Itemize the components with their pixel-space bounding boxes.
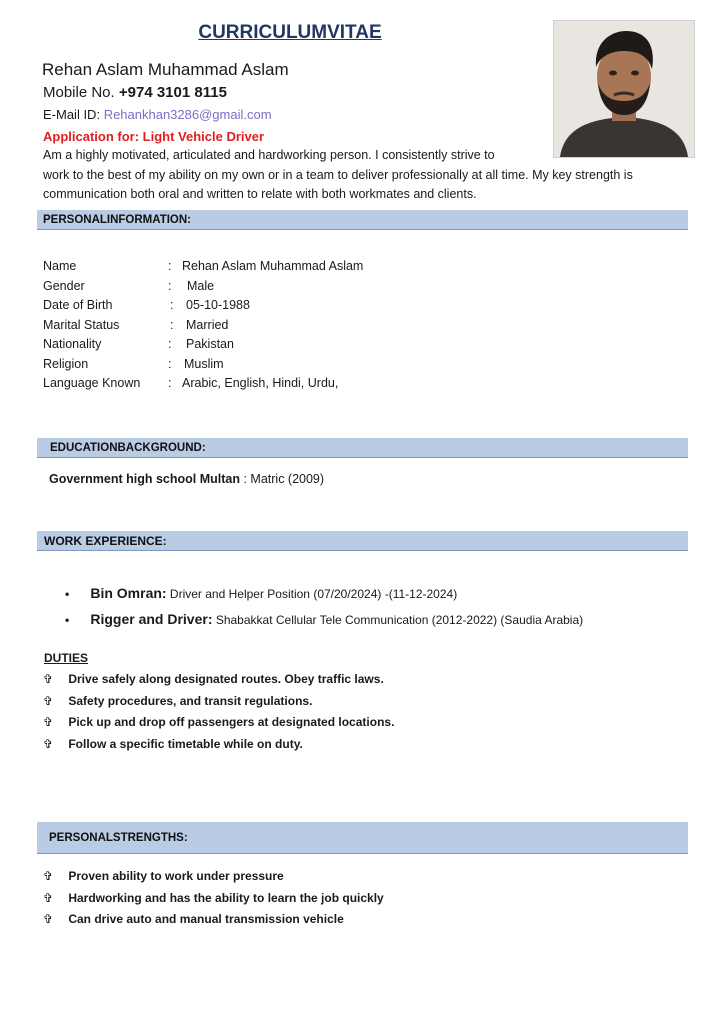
experience-item [65, 583, 583, 609]
application-title: Application for: Light Vehicle Driver [43, 129, 265, 144]
document-title: CURRICULUMVITAE [198, 22, 382, 43]
info-value: Rehan Aslam Muhammad Aslam [182, 259, 364, 273]
section-header-strengths [37, 822, 688, 854]
cross-bullet-icon: ✞ [43, 693, 54, 708]
duty-item [43, 669, 394, 691]
info-value: Male [187, 278, 215, 293]
info-colon: : [168, 337, 172, 351]
school-name: Government high school Multan [49, 472, 240, 486]
strength-text: Proven ability to work under pressure [68, 869, 284, 883]
strength-item [43, 909, 384, 931]
info-row-name [43, 257, 363, 277]
experience-item [65, 609, 583, 635]
info-row-dob [43, 296, 363, 316]
info-value: 05-10-1988 [186, 298, 250, 312]
cross-bullet-icon: ✞ [43, 890, 54, 905]
info-colon: : [168, 259, 172, 273]
info-label: Nationality [43, 337, 102, 351]
info-colon: : [170, 317, 174, 332]
email-link[interactable]: Rehankhan3286@gmail.com [103, 107, 272, 122]
strength-text: Hardworking and has the ability to learn the job quickly [68, 890, 384, 905]
info-label: Language Known [43, 376, 141, 390]
info-label: Religion [43, 356, 89, 371]
section-title: PERSONALINFORMATION: [43, 214, 192, 226]
cross-bullet-icon: ✞ [43, 869, 54, 883]
bullet-icon: • [65, 587, 70, 601]
info-colon: : [168, 278, 172, 293]
profile-summary [43, 146, 693, 205]
summary-line: Am a highly motivated, articulated and hardworking person. I consistently strive to [43, 148, 495, 162]
duty-text: Pick up and drop off passengers at designated locations. [68, 715, 395, 729]
mobile-label: Mobile No. [43, 84, 115, 101]
mobile-number: +974 3101 8115 [118, 84, 227, 101]
company-name: Bin Omran: [90, 585, 167, 601]
strengths-list [43, 866, 384, 931]
mobile-line [43, 84, 227, 101]
duty-text: Follow a specific timetable while on duty. [68, 736, 303, 751]
personal-info-table [43, 257, 363, 394]
duties-heading: DUTIES [44, 651, 89, 665]
candidate-name: Rehan Aslam Muhammad Aslam [42, 60, 289, 79]
info-row-nationality [43, 335, 363, 355]
person-photo-icon [554, 21, 694, 157]
duty-text: Drive safely along designated routes. Obey traffic laws. [68, 672, 384, 686]
info-label: Date of Birth [43, 298, 113, 312]
info-row-religion [43, 355, 363, 375]
summary-line: work to the best of my ability on my own or in a team to deliver professionally at all time. My key strength is [43, 167, 633, 182]
experience-list [65, 583, 583, 635]
strength-text: Can drive auto and manual transmission vehicle [68, 912, 344, 926]
info-colon: : [168, 356, 172, 371]
section-title: WORK EXPERIENCE: [44, 534, 167, 548]
cross-bullet-icon: ✞ [43, 715, 54, 729]
info-value: Pakistan [186, 337, 234, 351]
company-name: Rigger and Driver: [90, 611, 213, 627]
info-label: Name [43, 259, 77, 273]
summary-line: communication both oral and written to relate with both workmates and clients. [43, 187, 477, 201]
cross-bullet-icon: ✞ [43, 912, 54, 926]
duty-item [43, 712, 394, 734]
info-colon: : [170, 298, 174, 312]
duty-text: Safety procedures, and transit regulations. [68, 693, 313, 708]
bullet-icon: • [65, 613, 70, 627]
section-header-personal [37, 210, 688, 230]
section-title: EDUCATIONBACKGROUND: [50, 442, 206, 454]
info-row-marital [43, 316, 363, 336]
cross-bullet-icon: ✞ [43, 736, 54, 751]
info-label: Marital Status [43, 317, 120, 332]
info-value: Married [186, 317, 229, 332]
experience-detail: Shabakkat Cellular Tele Communication (2012-2022) (Saudia Arabia) [215, 613, 584, 627]
info-value: Arabic, English, Hindi, Urdu, [182, 376, 339, 390]
duty-item [43, 691, 394, 713]
email-label: E-Mail ID: [43, 107, 101, 122]
info-colon: : [168, 376, 172, 390]
info-label: Gender [43, 278, 85, 293]
duties-list [43, 669, 394, 755]
education-entry [49, 472, 324, 486]
profile-photo [553, 20, 695, 158]
experience-detail: Driver and Helper Position (07/20/2024) -(11-12-2024) [169, 587, 458, 601]
info-value: Muslim [184, 356, 224, 371]
section-header-work [37, 531, 688, 551]
section-title: PERSONALSTRENGTHS: [49, 832, 188, 844]
cross-bullet-icon: ✞ [43, 672, 54, 686]
strength-item [43, 866, 384, 888]
education-detail: : Matric (2009) [243, 472, 325, 486]
info-row-language [43, 374, 363, 394]
duty-item [43, 734, 394, 756]
info-row-gender [43, 277, 363, 297]
section-header-education [37, 438, 688, 458]
strength-item [43, 888, 384, 910]
email-line [43, 107, 272, 122]
